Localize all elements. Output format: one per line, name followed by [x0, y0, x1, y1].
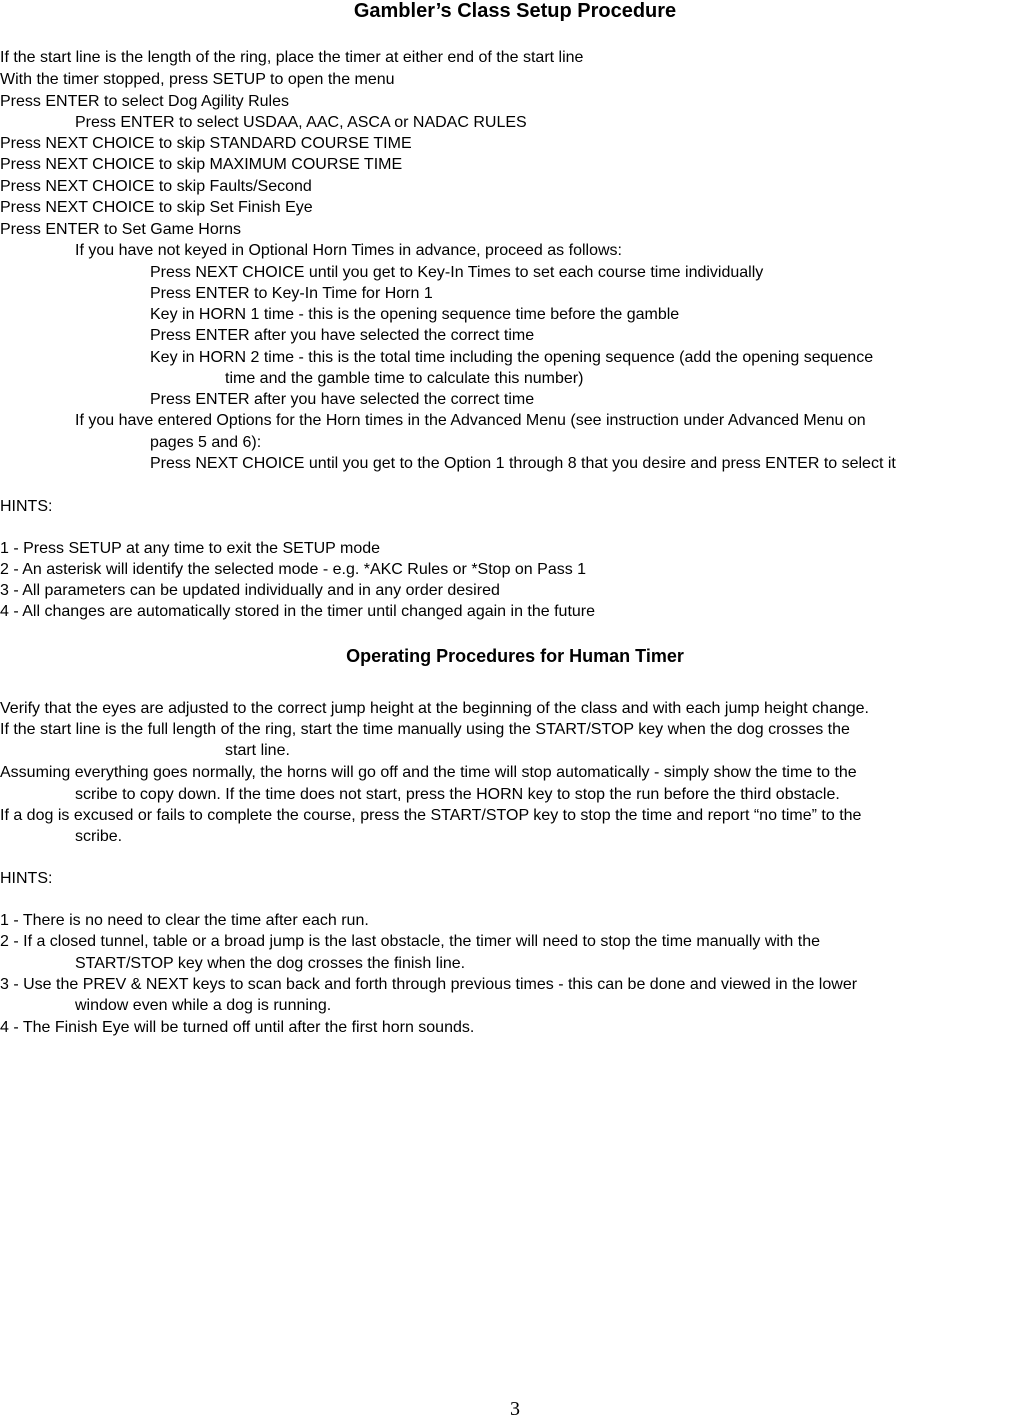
setup-line: Press NEXT CHOICE to skip Set Finish Eye [0, 199, 313, 216]
setup-title: Gambler’s Class Setup Procedure [353, 0, 677, 22]
human-timer-hint: START/STOP key when the dog crosses the finish line. [75, 955, 466, 972]
setup-line: Press ENTER after you have selected the correct time [150, 327, 535, 344]
setup-line: Press ENTER to Set Game Horns [0, 221, 241, 238]
setup-line: time and the gamble time to calculate this number) [225, 370, 584, 387]
setup-line: If the start line is the length of the ring, place the timer at either end of the start line [0, 49, 584, 66]
human-timer-line: start line. [225, 742, 290, 759]
setup-line: pages 5 and 6): [150, 434, 262, 451]
setup-line: Press NEXT CHOICE until you get to Key-In Times to set each course time individually [150, 264, 764, 281]
setup-line: If you have entered Options for the Horn times in the Advanced Menu (see instruction under Advanced Menu on [75, 412, 866, 429]
setup-line: Key in HORN 1 time - this is the opening sequence time before the gamble [150, 306, 680, 323]
human-timer-line: If the start line is the full length of the ring, start the time manually using the START/STOP key when the dog crosses the [0, 721, 850, 738]
human-timer-hint: 4 - The Finish Eye will be turned off until after the first horn sounds. [0, 1019, 475, 1036]
setup-hint: 3 - All parameters can be updated individually and in any order desired [0, 582, 500, 599]
human-timer-hint: 3 - Use the PREV & NEXT keys to scan back and forth through previous times - this can be done and viewed in the lower [0, 976, 858, 993]
setup-line: Press ENTER to Key-In Time for Horn 1 [150, 285, 433, 302]
setup-line: If you have not keyed in Optional Horn Times in advance, proceed as follows: [75, 242, 622, 259]
setup-hints-heading: HINTS: [0, 498, 53, 515]
setup-line: Press ENTER to select Dog Agility Rules [0, 93, 289, 110]
setup-hint: 4 - All changes are automatically stored in the timer until changed again in the future [0, 603, 596, 620]
human-timer-line: Assuming everything goes normally, the horns will go off and the time will stop automatically - simply show the time to the [0, 764, 857, 781]
setup-line: Press ENTER to select USDAA, AAC, ASCA or NADAC RULES [75, 114, 527, 131]
setup-line: Press ENTER after you have selected the correct time [150, 391, 535, 408]
setup-line: Press NEXT CHOICE to skip STANDARD COURSE TIME [0, 135, 412, 152]
human-timer-title: Operating Procedures for Human Timer [346, 646, 684, 666]
human-timer-hint: 1 - There is no need to clear the time after each run. [0, 912, 369, 929]
human-timer-line: scribe. [75, 828, 123, 845]
human-timer-hints-heading: HINTS: [0, 870, 53, 887]
setup-line: Press NEXT CHOICE to skip MAXIMUM COURSE TIME [0, 156, 403, 173]
human-timer-hint: 2 - If a closed tunnel, table or a broad jump is the last obstacle, the timer will need to stop the time manually with the [0, 933, 820, 950]
human-timer-line: scribe to copy down. If the time does not start, press the HORN key to stop the run before the third obstacle. [75, 786, 840, 803]
setup-line: Key in HORN 2 time - this is the total time including the opening sequence (add the opening sequence [150, 349, 874, 366]
human-timer-line: Verify that the eyes are adjusted to the correct jump height at the beginning of the class and with each jump height change. [0, 700, 869, 717]
setup-hint: 2 - An asterisk will identify the selected mode - e.g. *AKC Rules or *Stop on Pass 1 [0, 561, 587, 578]
human-timer-line: If a dog is excused or fails to complete the course, press the START/STOP key to stop the time and report “no time” to the [0, 807, 862, 824]
page-number: 3 [510, 1398, 520, 1420]
setup-line: Press NEXT CHOICE to skip Faults/Second [0, 178, 312, 195]
human-timer-hint: window even while a dog is running. [75, 997, 332, 1014]
setup-line: Press NEXT CHOICE until you get to the Option 1 through 8 that you desire and press ENTER to select it [150, 455, 896, 472]
setup-hint: 1 - Press SETUP at any time to exit the SETUP mode [0, 540, 381, 557]
setup-line: With the timer stopped, press SETUP to open the menu [0, 71, 395, 88]
